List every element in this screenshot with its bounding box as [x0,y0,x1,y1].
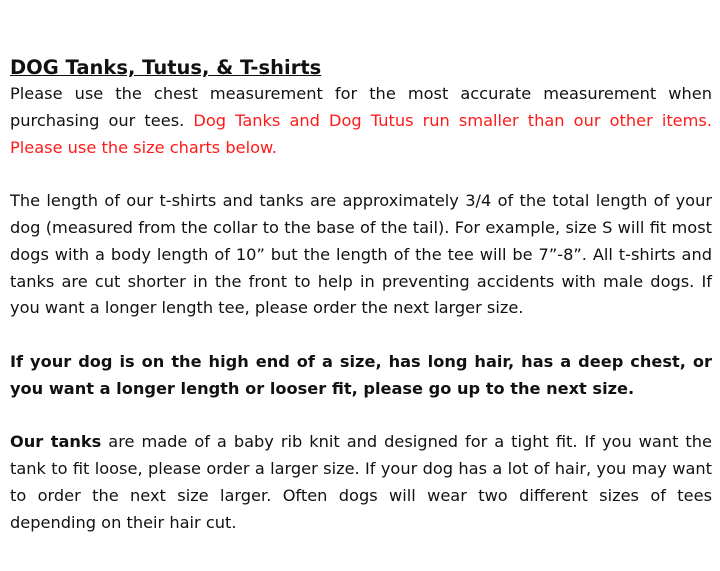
size-warning-text: Dog Tanks and Dog Tutus run smaller than our other items. Please use the size charts below. [10,110,712,157]
tanks-paragraph [10,429,712,536]
length-paragraph: The length of our t-shirts and tanks are approximately 3/4 of the total length of your dog (measured from the collar to the base of the tail). For example, size S will fit most dogs with a body length of 10” but the length of the tee will be 7”-8”. All t-shirts and tanks are cut shorter in the front to help in preventing accidents with male dogs. If you want a longer length tee, please order the next larger size. [10,191,712,318]
chest-measurement-text: Please use the chest measurement for the most accurate measurement when purchasing our tees. [10,84,712,130]
chest-measurement-paragraph [10,81,712,161]
tanks-text: are made of a baby rib knit and designed for a tight fit. If you want the tank to fit loose, please order a larger size. If your dog has a lot of hair, you may want to order the next size larger. Often dogs will wear two different sizes of tees depending on their hair cut. [10,432,712,532]
paragraph-spacer [10,403,712,430]
sizing-advice-paragraph: If your dog is on the high end of a size, has long hair, has a deep chest, or you want a longer length or looser fit, please go up to the next size. [10,351,712,398]
article-content [10,55,712,537]
paragraph-spacer [10,322,712,349]
tanks-label: Our tanks [10,432,102,452]
page-title: DOG Tanks, Tutus, & T-shirts [10,56,322,79]
paragraph-spacer [10,161,712,188]
